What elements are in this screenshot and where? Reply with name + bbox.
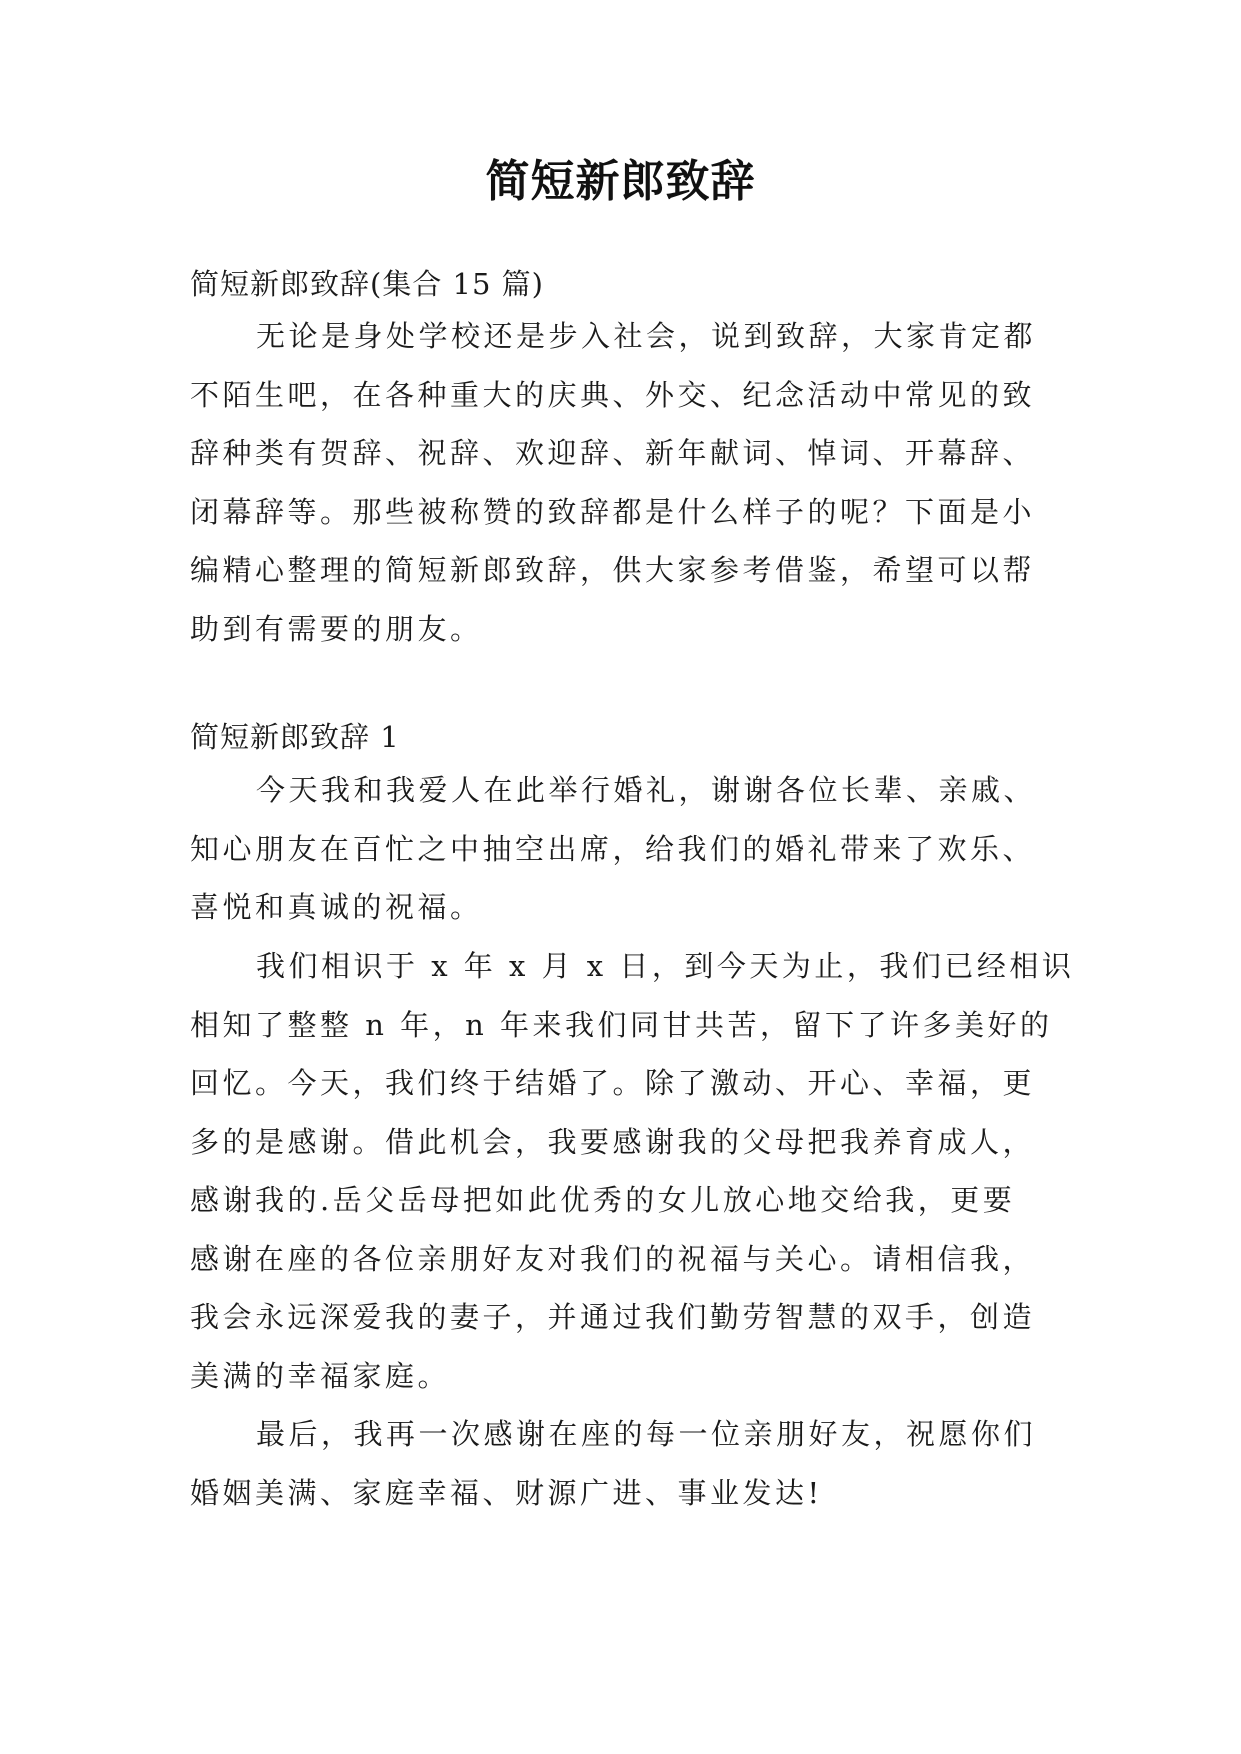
paragraph-line: 我们相识于 x 年 x 月 x 日，到今天为止，我们已经相识 — [256, 949, 1075, 983]
section-heading-block — [190, 708, 1070, 767]
paragraph-line: 编精心整理的简短新郎致辞，供大家参考借鉴，希望可以帮 — [190, 553, 1036, 587]
paragraph-line: 感谢我的.岳父岳母把如此优秀的女儿放心地交给我，更要 — [190, 1183, 1016, 1217]
paragraph-line: 回忆。今天，我们终于结婚了。除了激动、开心、幸福，更 — [190, 1066, 1036, 1100]
section-paragraph-1 — [190, 761, 1070, 937]
paragraph-line: 最后，我再一次感谢在座的每一位亲朋好友，祝愿你们 — [256, 1417, 1037, 1451]
paragraph-line: 闭幕辞等。那些被称赞的致辞都是什么样子的呢？下面是小 — [190, 494, 1036, 529]
section-paragraph-2 — [190, 937, 1075, 1405]
paragraph-line: 无论是身处学校还是步入社会，说到致辞，大家肯定都 — [256, 319, 1037, 353]
paragraph-line: 美满的幸福家庭。 — [190, 1358, 451, 1393]
collection-subtitle: 简短新郎致辞(集合 15 篇) — [190, 267, 544, 301]
paragraph-line: 婚姻美满、家庭幸福、财源广进、事业发达! — [190, 1475, 823, 1510]
section-paragraph-3 — [190, 1405, 1070, 1522]
paragraph-line: 多的是感谢。借此机会，我要感谢我的父母把我养育成人， — [190, 1124, 1036, 1159]
paragraph-line: 相知了整整 n 年，n 年来我们同甘共苦，留下了许多美好的 — [190, 1007, 1053, 1042]
paragraph-line: 我会永远深爱我的妻子，并通过我们勤劳智慧的双手，创造 — [190, 1300, 1036, 1334]
paragraph-line: 今天我和我爱人在此举行婚礼，谢谢各位长辈、亲戚、 — [256, 773, 1037, 807]
intro-paragraph — [190, 307, 1070, 658]
paragraph-line: 知心朋友在百忙之中抽空出席，给我们的婚礼带来了欢乐、 — [190, 831, 1036, 866]
document-title: 简短新郎致辞 — [485, 156, 756, 207]
collection-subtitle-block — [190, 255, 1070, 314]
paragraph-line: 感谢在座的各位亲朋好友对我们的祝福与关心。请相信我， — [190, 1241, 1036, 1276]
paragraph-line: 助到有需要的朋友。 — [190, 611, 483, 646]
paragraph-line: 不陌生吧，在各种重大的庆典、外交、纪念活动中常见的致 — [190, 377, 1036, 412]
paragraph-line: 辞种类有贺辞、祝辞、欢迎辞、新年献词、悼词、开幕辞、 — [190, 436, 1036, 470]
paragraph-line: 喜悦和真诚的祝福。 — [190, 890, 483, 924]
section-heading: 简短新郎致辞 1 — [190, 720, 400, 754]
